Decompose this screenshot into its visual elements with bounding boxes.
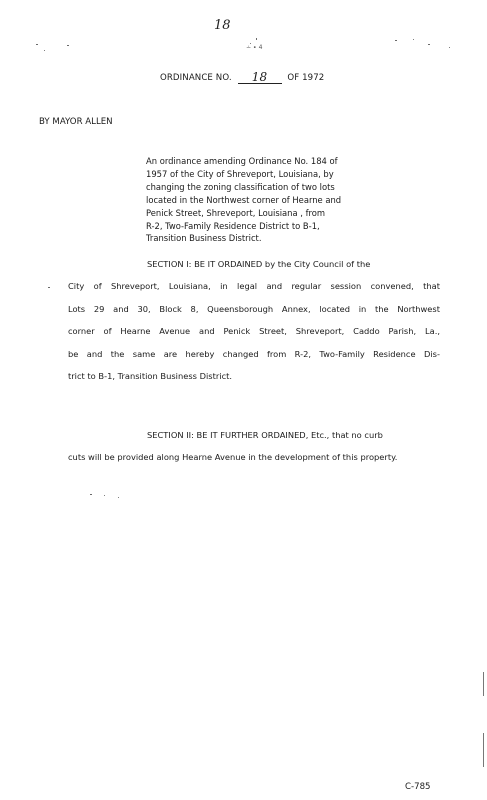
section-one-line: be and the same are hereby changed from R-2, Two-Family Residence Dis- <box>68 348 440 359</box>
section-one <box>68 253 440 387</box>
scan-speck <box>104 495 105 496</box>
section-one-line: City of Shreveport, Louisiana, in legal and regular session convened, that <box>68 281 440 292</box>
summary-line: An ordinance amending Ordinance No. 184 of <box>146 156 338 166</box>
ordinance-title-suffix: OF 1972 <box>287 73 325 83</box>
byline: BY MAYOR ALLEN <box>39 117 113 127</box>
scan-speck <box>449 47 450 48</box>
scan-speck <box>256 38 257 40</box>
ordinance-title <box>160 69 324 84</box>
scan-speck <box>44 50 45 51</box>
scan-speck <box>413 39 414 40</box>
scan-speck <box>395 40 397 41</box>
ordinance-summary <box>146 155 341 245</box>
summary-line: Penick Street, Shreveport, Louisiana , from <box>146 207 326 218</box>
document-code: C-785 <box>405 782 431 792</box>
ordinance-number-handwritten: 18 <box>251 70 268 84</box>
handwritten-page-number: 18 <box>214 18 231 33</box>
summary-line: 1957 of the City of Shreveport, Louisiana, by <box>146 168 334 179</box>
section-two-line: cuts will be provided along Hearne Avenue in the development of this property. <box>68 452 398 463</box>
scan-speck <box>90 494 92 495</box>
section-two-heading-line: SECTION II: BE IT FURTHER ORDAINED, Etc., that no curb <box>147 430 383 440</box>
section-two <box>68 424 440 469</box>
scan-edge-mark <box>483 672 484 696</box>
section-one-heading-line: SECTION I: BE IT ORDAINED by the City Council of the <box>147 259 371 269</box>
section-one-line: trict to B-1, Transition Business District. <box>68 371 233 382</box>
scan-speck <box>118 497 119 498</box>
summary-line: changing the zoning classification of two lots <box>146 181 335 192</box>
summary-line: located in the Northwest corner of Hearne and <box>146 194 342 205</box>
scan-speck <box>428 44 430 45</box>
scan-speck <box>36 44 38 45</box>
ordinance-title-prefix: ORDINANCE NO. <box>160 73 232 83</box>
summary-line: R-2, Two-Family Residence District to B-1, <box>146 220 320 231</box>
section-one-line: corner of Hearne Avenue and Penick Street, Shreveport, Caddo Parish, La., <box>68 326 440 337</box>
scan-speck <box>48 287 50 288</box>
stamp-marks: ∸ ∙ 4 <box>246 44 263 51</box>
section-one-line: Lots 29 and 30, Block 8, Queensborough Annex, located in the Northwest <box>68 303 440 314</box>
summary-line: Transition Business District. <box>146 233 262 244</box>
scan-edge-mark <box>483 733 484 767</box>
scan-speck <box>67 45 69 46</box>
ordinance-number-blank <box>238 69 282 84</box>
